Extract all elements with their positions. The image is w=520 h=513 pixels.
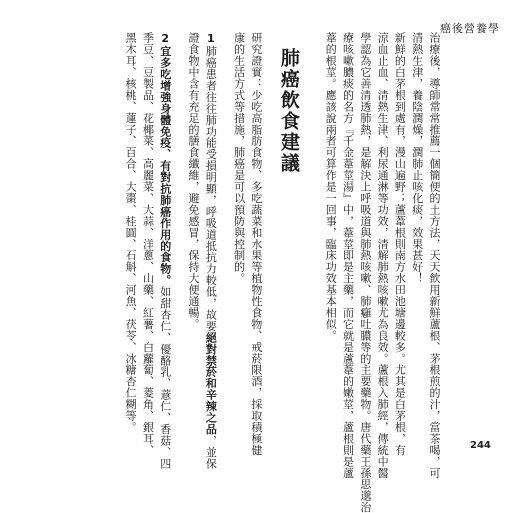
body-line: 涼血止血、清熱生津、利尿通淋等功效，清解肺熱咳嗽尤為良效。蘆根入肺經，傳統中醫 (376, 32, 390, 479)
spacer (219, 32, 230, 427)
intro-line: 研究證實：少吃高脂肪食物、多吃蔬菜和水果等植物性食物、戒菸限酒，採取積極健 (249, 32, 263, 456)
body-line: 葦的根莖。應該說兩者可算作是一回事，臨床功效基本相似。 (324, 32, 338, 342)
running-header: 癌後營養學 (440, 22, 500, 35)
list-text: 肺癌患者往往肺功能受損明顯，呼吸道抵抗力較低，故要 (204, 45, 218, 332)
list-number: 1 (204, 32, 218, 46)
section-heading: 肺癌飲食建議 (277, 48, 300, 174)
vertical-text-body (122, 32, 443, 513)
list-emphasis: 宜多吃增強身體免疫、有對抗肺癌作用的食物。 (158, 45, 172, 286)
body-line: 新鮮的白茅根到處有，漫山遍野；蘆葦根則南方水田池塘邊較多。尤其是白茅根，有 (393, 32, 407, 456)
list-item-2-continuation: 黑木耳、核桃、蓮子、百合、大棗、桂圓、石斛、河魚、茯苓、冰糖杏仁糊等。 (124, 32, 138, 433)
list-item-1 (202, 32, 219, 470)
spacer (265, 32, 276, 427)
list-emphasis: 絕對禁菸和辛辣之品 (204, 331, 218, 435)
intro-line: 康的生活方式等措施，肺癌是可以預防與控制的。 (232, 32, 246, 284)
list-text: 如甜杏仁、優酪乳、薏仁、香菇、四 (158, 285, 172, 470)
body-line: 療咳嗽膿痰的名方『千金葦莖湯』中，葦莖即是主藥，而它就是蘆葦的嫩莖，蘆根則是蘆 (341, 32, 355, 479)
body-line: 清熱生津，養陰潤燥，潤肺止咳化痰，效果甚好！ (410, 32, 424, 284)
list-item-2 (156, 32, 173, 470)
list-text: ，並保 (204, 434, 218, 470)
spacer (174, 32, 185, 427)
spacer (302, 32, 322, 427)
list-item-2-continuation: 季豆、豆製品、花椰菜、高麗菜、大蒜、洋蔥、山藥、紅薯、白蘿蔔、菱角、銀耳、 (141, 32, 155, 456)
page-number: 244 (470, 440, 491, 451)
body-line: 學認為它善清透肺熱，是解決上呼吸道與肺熱咳嗽、肺癰吐膿等的主要藥物。唐代藥王孫思邈治 (358, 32, 372, 513)
body-line: 治療後，導師常常推薦一個簡便的土方法，天天飲用新鮮蘆根、茅根煎的汁，當茶喝，可 (428, 32, 441, 479)
list-number: 2 (158, 32, 172, 46)
list-item-1-continuation: 證食物中含有充足的膳食纖維，避免感冒，保持大便通暢。 (187, 32, 201, 330)
